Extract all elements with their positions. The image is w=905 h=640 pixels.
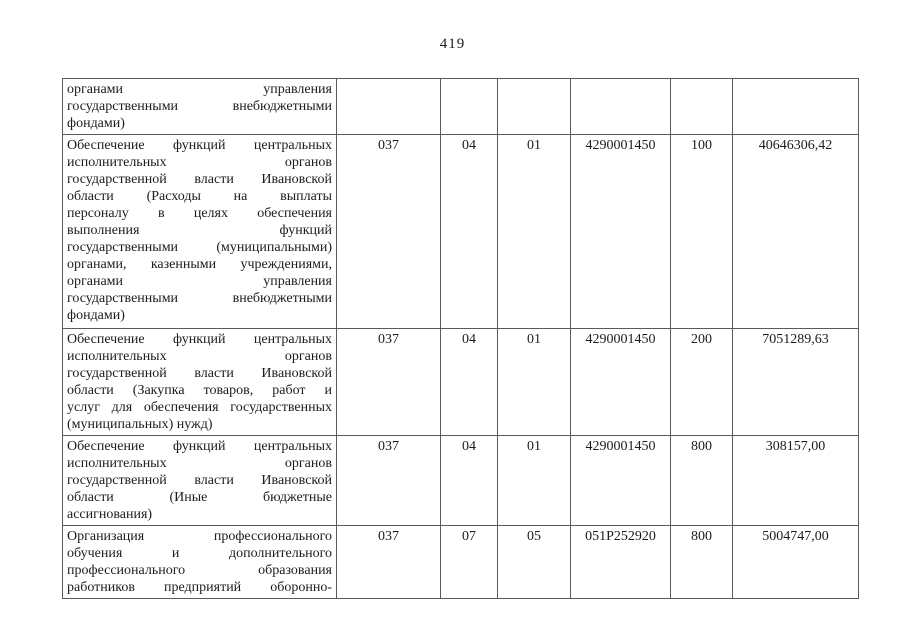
table-row (63, 329, 859, 436)
cell-target-article-code: 4290001450 (571, 135, 671, 329)
cell-description (63, 329, 337, 436)
cell-amount: 40646306,42 (733, 135, 859, 329)
cell-amount: 7051289,63 (733, 329, 859, 436)
cell-chapter-code: 037 (337, 135, 441, 329)
cell-subsection-code: 05 (498, 526, 571, 599)
description-line: услуг для обеспечения государственных (67, 400, 332, 415)
cell-chapter-code: 037 (337, 526, 441, 599)
description-line: профессионального образования (67, 563, 332, 578)
cell-subsection-code: 01 (498, 329, 571, 436)
table-row (63, 135, 859, 329)
cell-chapter-code (337, 79, 441, 135)
cell-amount: 308157,00 (733, 436, 859, 526)
cell-subsection-code: 01 (498, 135, 571, 329)
description-line: исполнительных органов (67, 349, 332, 364)
description-line: области (Расходы на выплаты (67, 189, 332, 204)
cell-section-code: 04 (441, 329, 498, 436)
description-line: государственными внебюджетными (67, 99, 332, 114)
description-line: выполнения функций (67, 223, 332, 238)
cell-section-code (441, 79, 498, 135)
description-line: Организация профессионального (67, 529, 332, 544)
description-line: государственной власти Ивановской (67, 473, 332, 488)
description-line: органами управления (67, 82, 332, 97)
cell-target-article-code: 4290001450 (571, 436, 671, 526)
cell-section-code: 04 (441, 135, 498, 329)
description-line: персоналу в целях обеспечения (67, 206, 332, 221)
description-line: органами, казенными учреждениями, (67, 257, 332, 272)
cell-target-article-code: 4290001450 (571, 329, 671, 436)
cell-amount: 5004747,00 (733, 526, 859, 599)
description-line: работников предприятий оборонно- (67, 580, 332, 595)
description-line: (муниципальных) нужд) (67, 417, 213, 432)
cell-chapter-code: 037 (337, 436, 441, 526)
cell-description (63, 135, 337, 329)
description-line: Обеспечение функций центральных (67, 439, 332, 454)
cell-section-code: 04 (441, 436, 498, 526)
cell-expense-type-code: 800 (671, 436, 733, 526)
description-line: Обеспечение функций центральных (67, 138, 332, 153)
cell-description (63, 79, 337, 135)
cell-expense-type-code: 800 (671, 526, 733, 599)
table-row (63, 526, 859, 599)
table-row (63, 436, 859, 526)
description-line: Обеспечение функций центральных (67, 332, 332, 347)
description-line: ассигнования) (67, 507, 153, 522)
description-line: исполнительных органов (67, 155, 332, 170)
cell-subsection-code: 01 (498, 436, 571, 526)
cell-target-article-code (571, 79, 671, 135)
cell-description (63, 436, 337, 526)
description-line: органами управления (67, 274, 332, 289)
description-line: фондами) (67, 308, 125, 323)
description-line: области (Иные бюджетные (67, 490, 332, 505)
cell-expense-type-code (671, 79, 733, 135)
cell-expense-type-code: 200 (671, 329, 733, 436)
cell-chapter-code: 037 (337, 329, 441, 436)
description-line: государственными внебюджетными (67, 291, 332, 306)
cell-subsection-code (498, 79, 571, 135)
description-line: государственными (муниципальными) (67, 240, 332, 255)
description-line: области (Закупка товаров, работ и (67, 383, 332, 398)
table-row (63, 79, 859, 135)
cell-section-code: 07 (441, 526, 498, 599)
description-line: государственной власти Ивановской (67, 172, 332, 187)
cell-description (63, 526, 337, 599)
cell-expense-type-code: 100 (671, 135, 733, 329)
budget-table (62, 78, 859, 599)
description-line: государственной власти Ивановской (67, 366, 332, 381)
cell-target-article-code: 051Р252920 (571, 526, 671, 599)
description-line: фондами) (67, 116, 125, 131)
description-line: исполнительных органов (67, 456, 332, 471)
page-number: 419 (439, 36, 466, 52)
description-line: обучения и дополнительного (67, 546, 332, 561)
cell-amount (733, 79, 859, 135)
